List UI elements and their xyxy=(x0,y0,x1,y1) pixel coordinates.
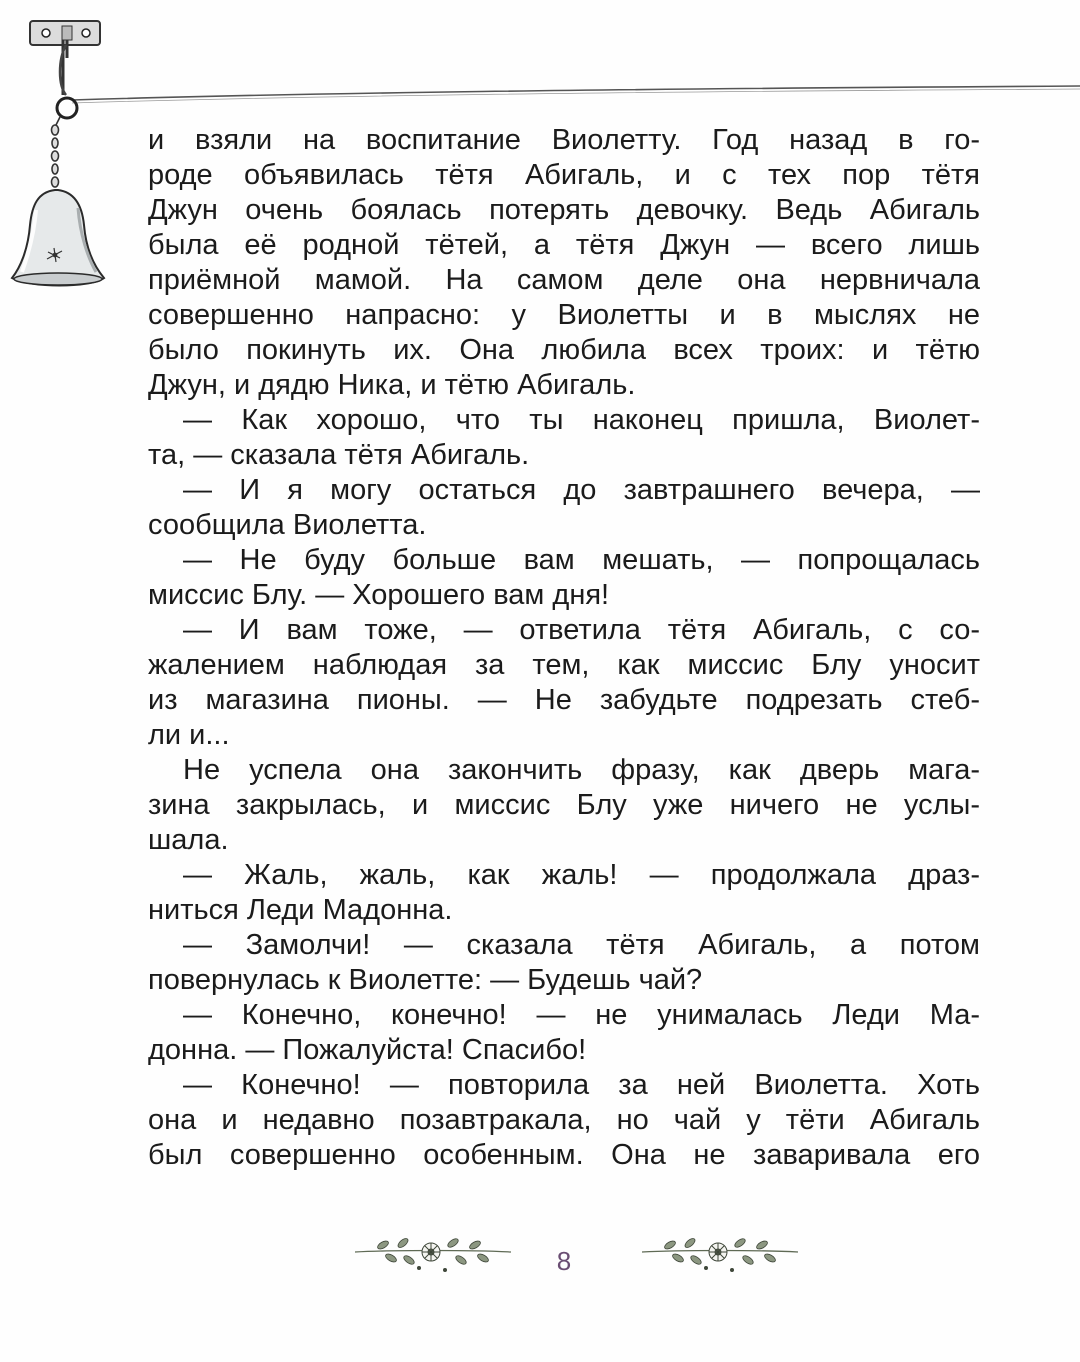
bell-ring xyxy=(57,98,77,118)
text-line: приёмной мамой. На самом деле она нервничала xyxy=(148,264,980,296)
text-line: жалением наблюдая за тем, как миссис Блу уносит xyxy=(148,649,980,681)
text-line: Джун очень боялась потерять девочку. Ведь Абигаль xyxy=(148,194,980,226)
text-line: Джун, и дядю Ника, и тётю Абигаль. xyxy=(148,369,636,401)
text-line: роде объявилась тётя Абигаль, и с тех пор тётя xyxy=(148,159,980,191)
body-text xyxy=(148,123,980,1173)
text-line: ниться Леди Мадонна. xyxy=(148,894,453,926)
text-line: — Жаль, жаль, как жаль! — продолжала драз- xyxy=(183,859,980,891)
text-line: — И вам тоже, — ответила тётя Абигаль, с со- xyxy=(183,614,980,646)
text-line: был совершенно особенным. Она не заваривала его xyxy=(148,1139,980,1171)
text-line: — Конечно, конечно! — не унималась Леди Ма- xyxy=(183,999,980,1031)
text-line: совершенно напрасно: у Виолетты и в мыслях не xyxy=(148,299,980,331)
text-line: зина закрылась, и миссис Блу уже ничего не услы- xyxy=(148,789,980,821)
text-line: ли и... xyxy=(148,719,230,751)
left-floral-ornament-icon xyxy=(353,1230,513,1280)
text-line: — Как хорошо, что ты наконец пришла, Виолет- xyxy=(183,404,980,436)
text-line: из магазина пионы. — Не забудьте подрезать стеб- xyxy=(148,684,980,716)
text-line: Не успела она закончить фразу, как дверь мага- xyxy=(183,754,980,786)
text-line: донна. — Пожалуйста! Спасибо! xyxy=(148,1034,587,1066)
text-line: была её родной тётей, а тётя Джун — всего лишь xyxy=(148,229,980,261)
text-line: — И я могу остаться до завтрашнего вечера, — xyxy=(183,474,980,506)
page-footer xyxy=(0,1230,1080,1290)
page-number: 8 xyxy=(556,1246,572,1276)
text-line: шала. xyxy=(148,824,229,856)
text-line: — Замолчи! — сказала тётя Абигаль, а потом xyxy=(183,929,980,961)
string-line xyxy=(72,86,1080,100)
text-line: повернулась к Виолетте: — Будешь чай? xyxy=(148,964,703,996)
right-floral-ornament-icon xyxy=(640,1230,800,1280)
text-line: было покинуть их. Она любила всех троих: и тётю xyxy=(148,334,980,366)
bell-chain xyxy=(52,117,61,187)
text-line: и взяли на воспитание Виолетту. Год назад в го- xyxy=(148,124,980,156)
text-line: та, — сказала тётя Абигаль. xyxy=(148,439,530,471)
text-line: — Конечно! — повторила за ней Виолетта. Хоть xyxy=(183,1069,980,1101)
text-line: она и недавно позавтракала, но чай у тёти Абигаль xyxy=(148,1104,980,1136)
text-line: миссис Блу. — Хорошего вам дня! xyxy=(148,579,610,611)
text-line: — Не буду больше вам мешать, — попрощалась xyxy=(183,544,980,576)
text-line: сообщила Виолетта. xyxy=(148,509,427,541)
bell-icon xyxy=(12,190,104,286)
